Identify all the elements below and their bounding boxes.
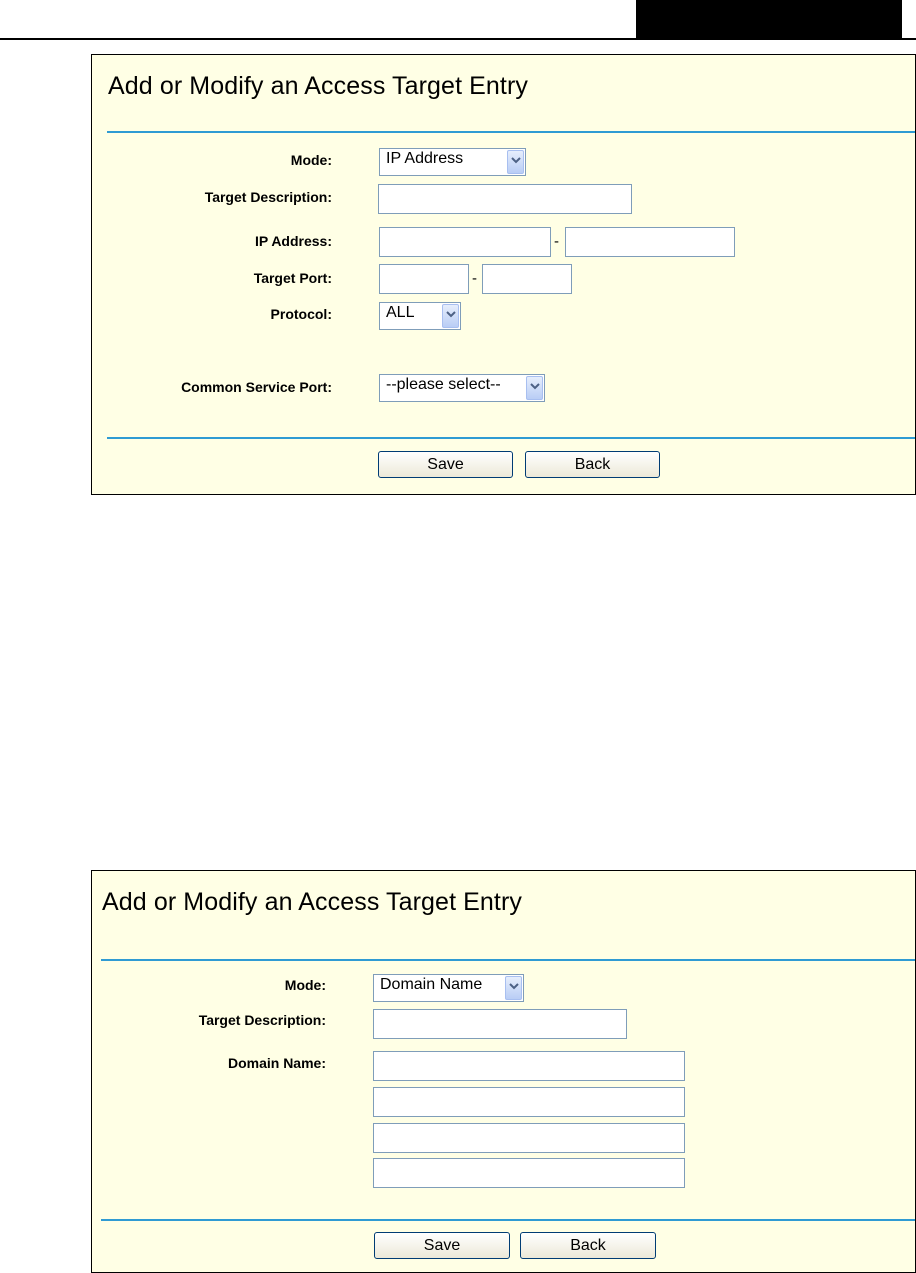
protocol-label: Protocol: (270, 306, 332, 322)
mode-select-value: Domain Name (380, 976, 483, 993)
target-port-end-input[interactable] (482, 264, 572, 294)
protocol-select-value: ALL (386, 304, 415, 321)
access-target-panel-ip (91, 54, 916, 495)
page-title: Add or Modify an Access Target Entry (108, 72, 529, 100)
target-description-label: Target Description: (198, 1012, 326, 1028)
domain-name-input-2[interactable] (373, 1087, 685, 1117)
save-button[interactable]: Save (374, 1232, 510, 1259)
target-port-start-input[interactable] (379, 264, 469, 294)
common-service-port-label: Common Service Port: (181, 379, 332, 395)
target-description-input[interactable] (373, 1009, 627, 1039)
save-button[interactable]: Save (378, 451, 513, 478)
common-service-port-select[interactable] (379, 374, 545, 402)
divider-top (101, 959, 916, 961)
ip-range-separator: - (554, 233, 559, 250)
divider-bottom (101, 1219, 916, 1221)
domain-name-input-3[interactable] (373, 1123, 685, 1153)
access-target-panel-domain (91, 870, 916, 1273)
header-tab (636, 0, 900, 38)
common-service-port-select-value: --please select-- (386, 376, 501, 393)
port-range-separator: - (472, 270, 477, 287)
ip-address-end-input[interactable] (565, 227, 735, 257)
target-description-input[interactable] (378, 184, 632, 214)
page-title: Add or Modify an Access Target Entry (102, 888, 523, 916)
back-button[interactable]: Back (525, 451, 660, 478)
header-rule (0, 38, 916, 40)
target-description-label: Target Description: (204, 189, 332, 205)
domain-name-input-4[interactable] (373, 1158, 685, 1188)
mode-select[interactable] (373, 974, 524, 1002)
chevron-down-icon[interactable] (442, 304, 459, 328)
ip-address-start-input[interactable] (379, 227, 551, 257)
mode-select[interactable] (379, 148, 526, 176)
domain-name-input-1[interactable] (373, 1051, 685, 1081)
chevron-down-icon[interactable] (505, 976, 522, 1000)
divider-bottom (107, 437, 916, 439)
header-tab-edge (900, 0, 902, 38)
mode-select-value: IP Address (386, 150, 464, 167)
protocol-select[interactable] (379, 302, 461, 330)
divider-top (107, 131, 916, 133)
domain-name-label: Domain Name: (227, 1055, 326, 1071)
target-port-label: Target Port: (253, 270, 332, 286)
back-button[interactable]: Back (520, 1232, 656, 1259)
ip-address-label: IP Address: (254, 233, 332, 249)
chevron-down-icon[interactable] (526, 376, 543, 400)
chevron-down-icon[interactable] (507, 150, 524, 174)
mode-label: Mode: (290, 152, 332, 168)
mode-label: Mode: (284, 977, 326, 993)
